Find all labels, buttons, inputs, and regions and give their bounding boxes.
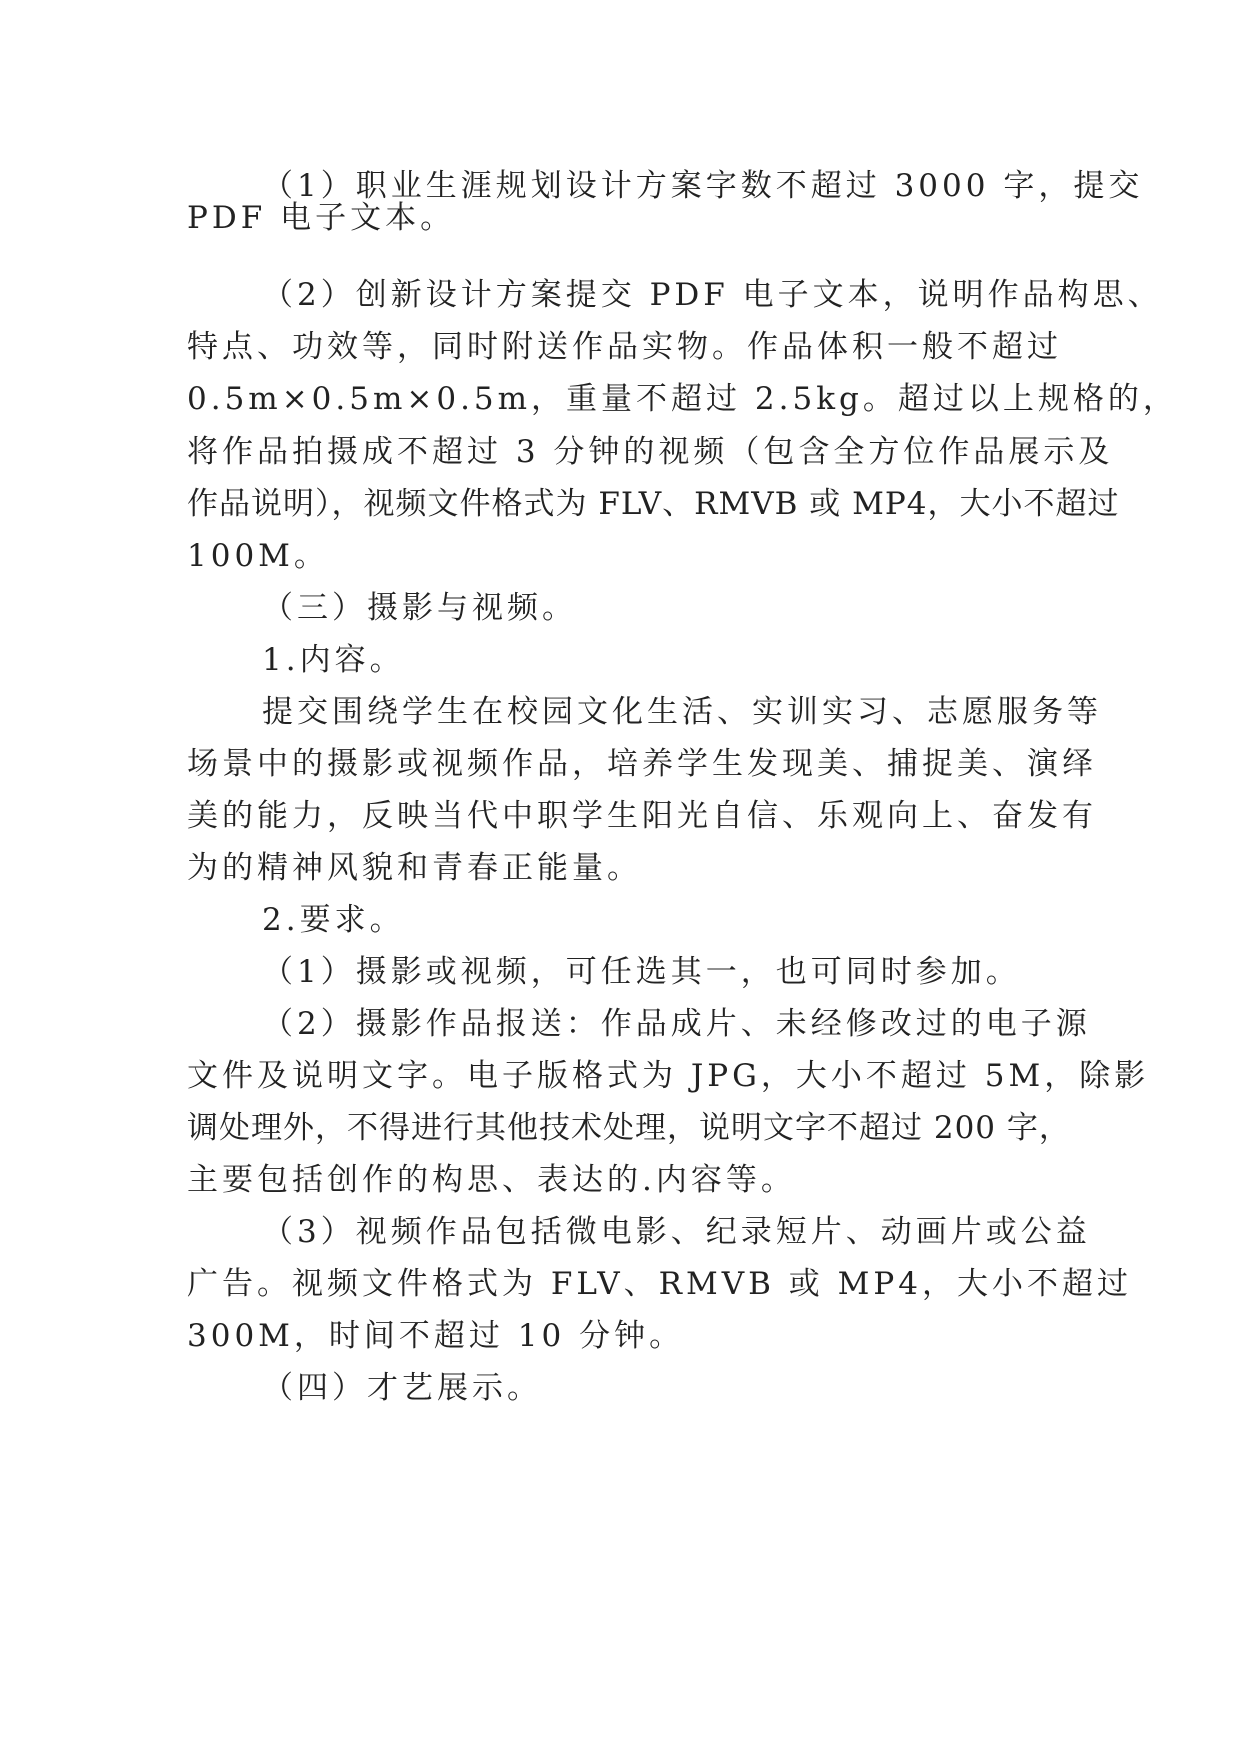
paragraph-line: （1）摄影或视频，可任选其一，也可同时参加。 [262, 954, 1021, 990]
paragraph-line: 广告。视频文件格式为 FLV、RMVB 或 MP4，大小不超过 [187, 1266, 1132, 1302]
paragraph-line: 美的能力，反映当代中职学生阳光自信、乐观向上、奋发有 [187, 798, 1097, 834]
paragraph-line: 特点、功效等，同时附送作品实物。作品体积一般不超过 [187, 329, 1062, 365]
paragraph-line: 场景中的摄影或视频作品，培养学生发现美、捕捉美、演绎 [187, 746, 1097, 782]
paragraph-line: 提交围绕学生在校园文化生活、实训实习、志愿服务等 [262, 694, 1102, 730]
subsection-heading: 2.要求。 [262, 902, 405, 938]
paragraph-line: 300M，时间不超过 10 分钟。 [187, 1318, 685, 1354]
paragraph-line: （2）创新设计方案提交 PDF 电子文本，说明作品构思、 [262, 277, 1163, 313]
paragraph-line: 主要包括创作的构思、表达的.内容等。 [187, 1162, 796, 1198]
paragraph-line: 调处理外，不得进行其他技术处理，说明文字不超过 200 字， [187, 1110, 1071, 1146]
paragraph-line: （2）摄影作品报送：作品成片、未经修改过的电子源 [262, 1006, 1091, 1042]
section-heading: （三）摄影与视频。 [262, 590, 577, 626]
paragraph-line: （1）职业生涯规划设计方案字数不超过 3000 字，提交 [262, 168, 1144, 204]
subsection-heading: 1.内容。 [262, 642, 405, 678]
paragraph-line: （3）视频作品包括微电影、纪录短片、动画片或公益 [262, 1214, 1091, 1250]
paragraph-line: 为的精神风貌和青春正能量。 [187, 850, 642, 886]
paragraph-line: PDF 电子文本。 [187, 200, 456, 236]
paragraph-line: 文件及说明文字。电子版格式为 JPG，大小不超过 5M，除影 [187, 1058, 1150, 1094]
paragraph-line: 0.5m×0.5m×0.5m，重量不超过 2.5kg。超过以上规格的， [187, 381, 1178, 417]
section-heading: （四）才艺展示。 [262, 1370, 542, 1406]
paragraph-line: 100M。 [187, 538, 329, 574]
paragraph-line: 作品说明），视频文件格式为 FLV、RMVB 或 MP4，大小不超过 [187, 486, 1120, 522]
paragraph-line: 将作品拍摄成不超过 3 分钟的视频（包含全方位作品展示及 [187, 434, 1114, 470]
